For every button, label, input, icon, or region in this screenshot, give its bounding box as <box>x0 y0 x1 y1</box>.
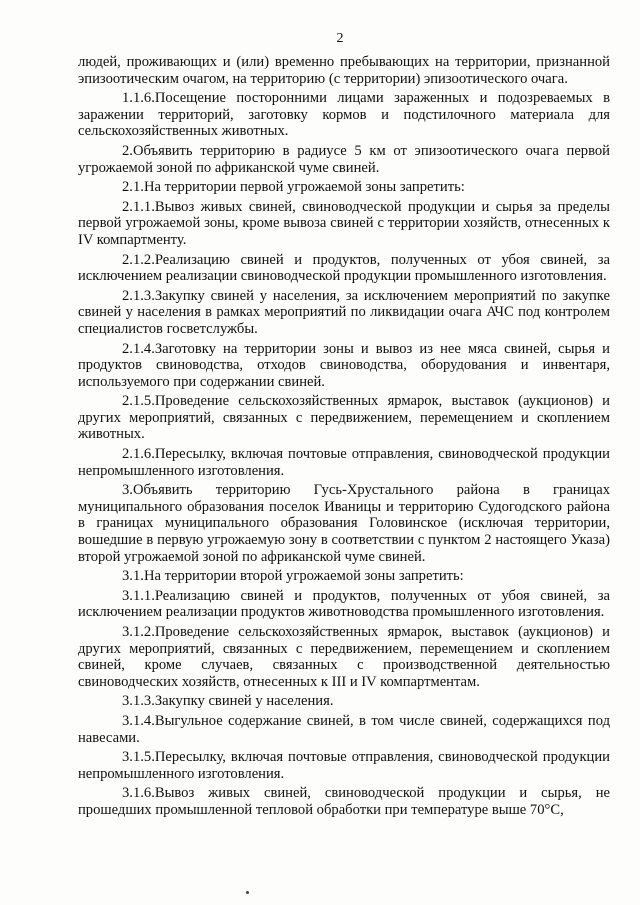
paragraph-text: Реализацию свиней и продуктов, полученных от убоя свиней, за исключением реализации продуктов животноводства промышленного изготовления. <box>78 587 610 621</box>
paragraph-number: 2.1.1. <box>122 198 155 215</box>
paragraph-number: 2.1.6. <box>122 446 155 463</box>
paragraph <box>78 179 610 196</box>
paragraph-text: Вывоз живых свиней, свиноводческой продукции и сырья, не прошедших промышленной тепловой обработки при температуре выше 70°С, <box>78 785 610 818</box>
paragraph <box>78 568 610 585</box>
paragraph-number: 2.1.4. <box>122 340 155 357</box>
paragraph-number: 3.1. <box>122 568 144 585</box>
paragraph <box>78 393 610 443</box>
paragraph-number: 2.1.5. <box>122 393 155 410</box>
paragraph <box>78 693 610 710</box>
paragraph <box>78 252 610 285</box>
paragraph-text: Проведение сельскохозяйственных ярмарок, выставок (аукционов) и других мероприятий, связанных с передвижением, перемещением и скоплением животных. <box>78 393 610 443</box>
paragraph-text: На территории первой угрожаемой зоны запретить: <box>144 179 465 196</box>
paragraph <box>78 54 610 87</box>
paragraph-text: Посещение посторонними лицами зараженных и подозреваемых в заражении территорий, заготовку кормов и подстилочного материала для сельскохозяйственных животных. <box>78 90 610 140</box>
paragraph-text: Пересылку, включая почтовые отправления, свиноводческой продукции непромышленного изготовления. <box>78 749 610 782</box>
paragraph-number: 2.1.2. <box>122 251 155 268</box>
document-body <box>78 54 610 819</box>
paragraph-number: 3.1.2. <box>122 624 155 640</box>
page-number: 2 <box>336 31 344 46</box>
paragraph-text: Проведение сельскохозяйственных ярмарок, выставок (аукционов) и других мероприятий, связанных с передвижением, перемещением и скоплением свиней, кроме случаев, связанных с производственной деятельностью свиноводческих хозяйств, отнесенных к III и IV компартментам. <box>78 624 610 690</box>
paragraph-text: Выгульное содержание свиней, в том числе свиней, содержащихся под навесами. <box>78 712 610 746</box>
paragraph-number: 3.1.1. <box>122 587 155 604</box>
paragraph <box>78 288 610 338</box>
scan-speck <box>246 891 249 894</box>
paragraph-number: 3.1.5. <box>122 749 155 766</box>
paragraph-number: 2.1.3. <box>122 287 155 304</box>
paragraph-number: 3.1.6. <box>122 785 155 802</box>
paragraph <box>78 341 610 391</box>
paragraph <box>78 624 610 690</box>
paragraph <box>78 482 610 565</box>
paragraph-text: Реализацию свиней и продуктов, полученных от убоя свиней, за исключением реализации свиноводческой продукции промышленного изготовления. <box>78 251 610 285</box>
paragraph-text: Закупку свиней у населения. <box>154 693 334 710</box>
paragraph-number: 1.1.6. <box>122 90 155 107</box>
paragraph <box>78 749 610 782</box>
paragraph-text: Закупку свиней у населения, за исключением мероприятий по закупке свиней у населения в рамках мероприятий по ликвидации очага АЧС под контролем специалистов госветслужбы. <box>78 287 610 337</box>
paragraph <box>78 713 610 746</box>
paragraph <box>78 199 610 249</box>
paragraph-text: Объявить территорию в радиусе 5 км от эпизоотического очага первой угрожаемой зоной по африканской чуме свиней. <box>78 142 610 176</box>
paragraph-number: 3. <box>122 482 133 499</box>
paragraph-number: 2.1. <box>122 179 144 196</box>
paragraph <box>78 90 610 140</box>
paragraph-text: Пересылку, включая почтовые отправления, свиноводческой продукции непромышленного изготовления. <box>78 446 610 479</box>
paragraph <box>78 446 610 479</box>
paragraph <box>78 588 610 621</box>
paragraph-text: Вывоз живых свиней, свиноводческой продукции и сырья за пределы первой угрожаемой зоны, кроме вывоза свиней с территории хозяйств, отнесенных к IV компартменту. <box>78 198 610 248</box>
paragraph-text: Заготовку на территории зоны и вывоз из нее мяса свиней, сырья и продуктов свиноводства, отходов свиноводства, оборудования и инвентаря, используемого при содержании свиней. <box>78 340 610 390</box>
paragraph <box>78 785 610 818</box>
paragraph-number: 2. <box>122 142 133 159</box>
paragraph-number: 3.1.4. <box>122 712 155 729</box>
paragraph-text: На территории второй угрожаемой зоны запретить: <box>144 568 464 585</box>
paragraph <box>78 143 610 176</box>
paragraph-number: 3.1.3. <box>122 693 155 710</box>
paragraph-text: Объявить территорию Гусь-Хрустального района в границах муниципального образования поселок Иваницы и территорию Судогодского района в границах муниципального образования Головинское (исключая территории, вошедшие в первую угрожаемую зону в соответствии с пунктом 2 настоящего Указа) второй угрожаемой зоной по африканской чуме свиней. <box>78 482 610 565</box>
paragraph-text: людей, проживающих и (или) временно пребывающих на территории, признанной эпизоотическим очагом, на территорию (с территории) эпизоотического очага. <box>78 54 610 87</box>
